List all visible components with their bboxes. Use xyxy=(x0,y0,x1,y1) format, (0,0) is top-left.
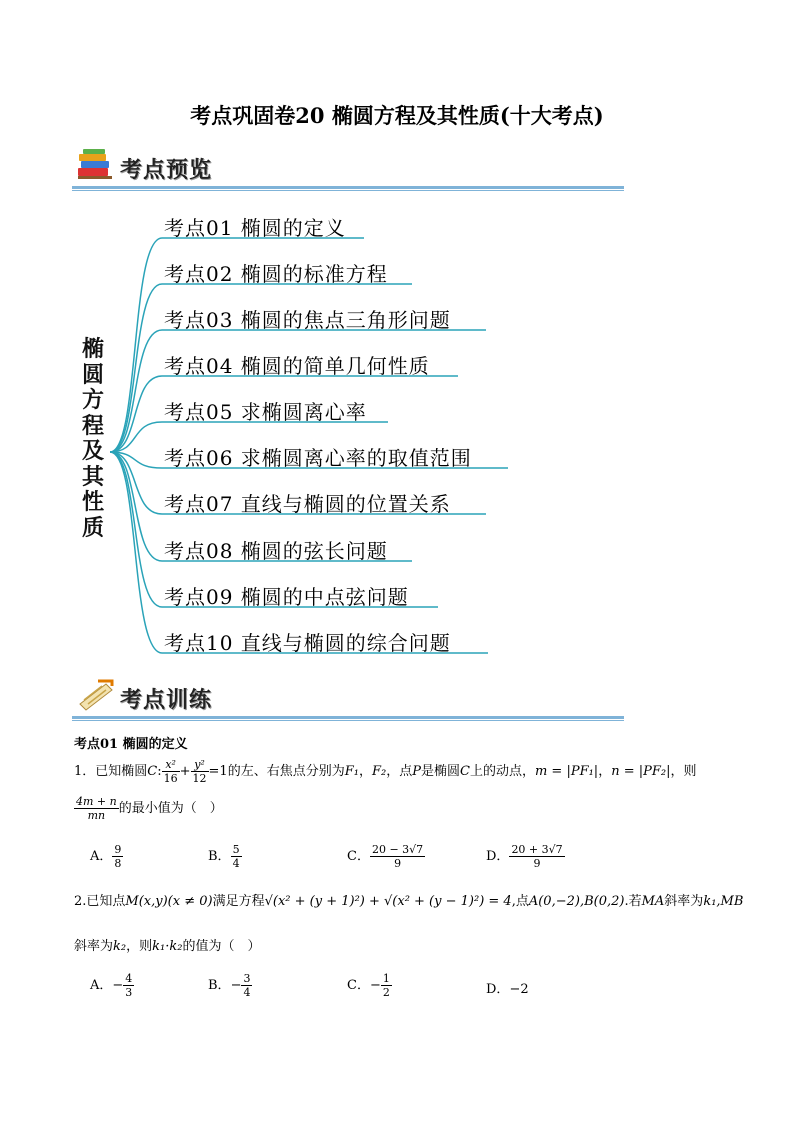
q2-point-m: M(x,y)(x ≠ 0) xyxy=(125,894,213,909)
question-1-line-1: 1．已知椭圆C: $\frac{\text{x²}}{16}$ + $\frac{\text{y²}}{12}$ =1的左、右焦点分别为F₁，F₂，点P是椭圆C上的动点，m = |PF₁|，n = |PF₂|，则 xyxy=(74,758,697,785)
mind-map-item: 考点04 椭圆的简单几何性质 xyxy=(164,354,430,378)
subsection-title: 考点01 椭圆的定义 xyxy=(74,737,188,752)
question-2-line-1: 2.已知点M(x,y)(x ≠ 0)满足方程√(x² + (y + 1)²) + √(x² + (y − 1)²) = 4,点A(0,−2),B(0,2).若MA斜率为k₁,MB xyxy=(74,894,744,909)
q1-var: P xyxy=(412,764,421,779)
q1-text: + xyxy=(179,764,191,779)
training-heading: 考点训练 xyxy=(120,688,213,713)
q1-target-fraction: $\frac{4m + n}{mn}$ xyxy=(76,795,117,822)
q1-var: m = |PF₁| xyxy=(534,764,599,779)
mind-map-item: 考点05 求椭圆离心率 xyxy=(164,400,367,424)
root-char: 圆 xyxy=(81,362,104,388)
root-char: 椭 xyxy=(81,337,104,362)
training-rule xyxy=(72,716,624,719)
mind-map-item: 考点01 椭圆的定义 xyxy=(164,216,346,240)
q2-option-b[interactable]: B．− $\frac{3}{4}$ xyxy=(208,972,251,999)
q2-option-a[interactable]: A．− $\frac{4}{3}$ xyxy=(90,972,133,999)
q1-text: : xyxy=(157,764,162,779)
q1-var: C xyxy=(147,764,158,779)
q1-option-d[interactable]: D． $\frac{20 + 3√7}{9}$ xyxy=(486,843,563,870)
mind-map-item: 考点10 直线与椭圆的综合问题 xyxy=(164,631,451,655)
q1-var: F₂ xyxy=(371,764,387,779)
q1-var: n = |PF₂| xyxy=(611,764,671,779)
root-char: 其 xyxy=(81,464,104,490)
q1-option-c[interactable]: C． $\frac{20 - 3√7}{9}$ xyxy=(347,843,424,870)
root-char: 及 xyxy=(81,439,104,464)
q1-fraction-y: $\frac{\text{y²}}{12}$ xyxy=(192,758,207,785)
root-char: 方 xyxy=(81,388,104,413)
preview-heading: 考点预览 xyxy=(120,158,213,183)
mind-map-item: 考点08 椭圆的弦长问题 xyxy=(164,539,388,563)
page-title: 考点巩固卷20 椭圆方程及其性质(十大考点) xyxy=(190,103,604,128)
q1-option-b[interactable]: B． $\frac{5}{4}$ xyxy=(208,843,240,870)
mind-map-item: 考点06 求椭圆离心率的取值范围 xyxy=(164,446,472,470)
question-1-line-2 xyxy=(74,795,223,822)
q1-fraction-x: $\frac{\text{x²}}{16}$ xyxy=(163,758,178,785)
mind-map-item: 考点09 椭圆的中点弦问题 xyxy=(164,585,409,609)
q1-text: 1．已知椭圆 xyxy=(74,764,148,779)
q1-text: 的左、右焦点分别为 xyxy=(227,764,345,779)
mind-map-branch xyxy=(110,330,486,452)
q1-text: 的最小值为（ ） xyxy=(118,801,223,816)
pencil-paper-icon xyxy=(76,678,116,712)
q1-option-a[interactable]: A． $\frac{9}{8}$ xyxy=(90,843,122,870)
mind-map-item: 考点02 椭圆的标准方程 xyxy=(164,262,388,286)
mind-map-item: 考点07 直线与椭圆的位置关系 xyxy=(164,492,451,516)
q1-var: F₁ xyxy=(344,764,359,779)
q1-var: C xyxy=(459,764,470,779)
training-section-header xyxy=(72,678,624,722)
q2-option-c[interactable]: C．− $\frac{1}{2}$ xyxy=(347,972,390,999)
q1-text: =1 xyxy=(208,764,228,779)
training-rule-thin xyxy=(72,720,624,721)
q2-equation: √(x² + (y + 1)²) + √(x² + (y − 1)²) = 4 xyxy=(264,894,512,909)
mind-map-root xyxy=(78,337,108,541)
q2-points: A(0,−2),B(0,2) xyxy=(528,894,625,909)
question-2-line-2: 斜率为k₂，则k₁·k₂的值为（ ） xyxy=(74,939,261,954)
mind-map-item: 考点03 椭圆的焦点三角形问题 xyxy=(164,308,451,332)
root-char: 质 xyxy=(81,515,104,541)
q2-option-d[interactable]: D．−2 xyxy=(486,982,529,997)
root-char: 性 xyxy=(81,490,104,515)
root-char: 程 xyxy=(81,413,104,439)
